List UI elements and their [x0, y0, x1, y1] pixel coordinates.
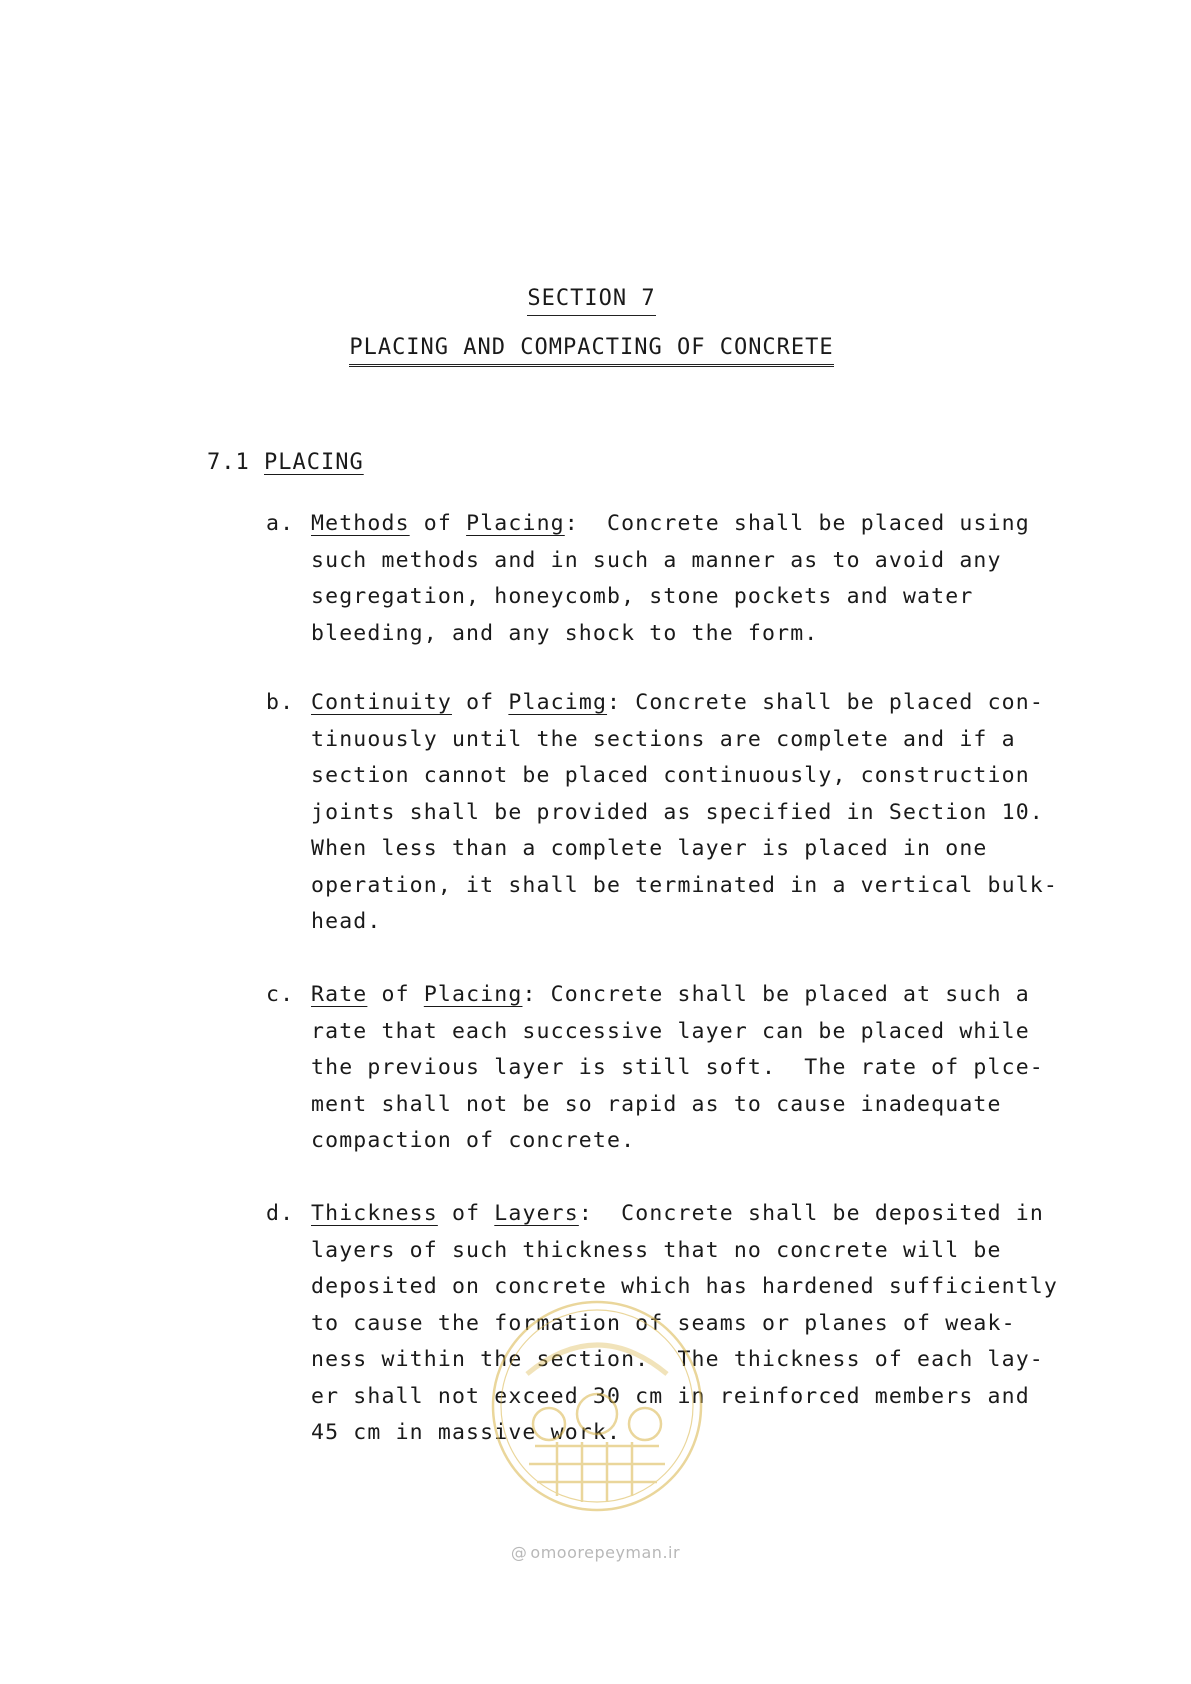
- list-item-c: [266, 977, 1116, 1160]
- item-term-connector: of: [466, 690, 495, 715]
- item-line: deposited on concrete which has hardened sufficiently: [311, 1274, 1058, 1299]
- item-term-second: Placing: [466, 511, 565, 536]
- section-number-heading: [0, 286, 1187, 316]
- list-item-a: [266, 506, 1116, 652]
- item-line: to cause the formation of seams or planes of weak-: [311, 1310, 1016, 1336]
- item-line: [311, 506, 1116, 543]
- item-line: compaction of concrete.: [311, 1128, 636, 1153]
- item-line: the previous layer is still soft. The rate of plce-: [311, 1055, 1044, 1080]
- item-line-text: : Concrete shall be deposited in: [578, 1201, 1044, 1226]
- list-item-body: [311, 1196, 1116, 1452]
- item-term-connector: of: [423, 511, 452, 536]
- item-term-second: Placimg: [508, 690, 608, 715]
- seal-logo: [487, 1296, 707, 1516]
- section-title-heading: [0, 335, 1187, 367]
- list-item-marker: d.: [266, 1201, 295, 1226]
- item-line: head.: [311, 909, 382, 934]
- at-sign-icon: @: [510, 1543, 528, 1562]
- list-item-marker: c.: [266, 982, 295, 1007]
- list-item-b: [266, 685, 1116, 941]
- item-term-first: Methods: [311, 511, 410, 536]
- list-item-body: [311, 685, 1116, 941]
- item-line: rate that each successive layer can be placed while: [311, 1018, 1030, 1044]
- subsection-number: 7.1: [207, 450, 250, 475]
- item-line: such methods and in such a manner as to avoid any: [311, 547, 1002, 573]
- item-line: segregation, honeycomb, stone pockets and water: [311, 584, 974, 609]
- item-line: [311, 977, 1116, 1014]
- item-line: 45 cm in massive work.: [311, 1420, 622, 1445]
- item-term-connector: of: [451, 1201, 481, 1226]
- item-line-text: : Concrete shall be placed con-: [607, 690, 1044, 715]
- item-line: [311, 685, 1116, 722]
- item-term-second: Layers: [494, 1201, 579, 1226]
- list-item-body: [311, 506, 1116, 652]
- item-line: tinuously until the sections are complete and if a: [311, 726, 1016, 752]
- item-term-first: Continuity: [311, 690, 452, 715]
- item-line-text: : Concrete shall be placed at such a: [522, 982, 1030, 1007]
- item-line: bleeding, and any shock to the form.: [311, 620, 819, 646]
- item-line-text: : Concrete shall be placed using: [564, 511, 1030, 536]
- subsection-title: PLACING: [264, 450, 364, 475]
- list-item-marker: b.: [266, 690, 295, 715]
- section-number: SECTION 7: [527, 286, 655, 316]
- watermark-url: omoorepeyman.ir: [530, 1543, 681, 1562]
- item-line: ness within the section. The thickness of each lay-: [311, 1347, 1044, 1372]
- item-line: layers of such thickness that no concrete will be: [311, 1237, 1002, 1263]
- item-line: er shall not exceed 30 cm in reinforced members and: [311, 1383, 1030, 1409]
- item-line: operation, it shall be terminated in a vertical bulk-: [311, 872, 1058, 898]
- section-title: PLACING AND COMPACTING OF CONCRETE: [349, 335, 833, 367]
- item-line: section cannot be placed continuously, construction: [311, 763, 1030, 788]
- item-line: ment shall not be so rapid as to cause inadequate: [311, 1091, 1002, 1117]
- item-line: [311, 1196, 1116, 1233]
- list-item-marker: a.: [266, 511, 295, 536]
- item-term-first: Rate: [311, 982, 368, 1007]
- subsection-heading: [207, 450, 364, 475]
- item-term-second: Placing: [423, 982, 523, 1007]
- watermark-caption: [0, 1543, 1191, 1562]
- item-line: When less than a complete layer is placed in one: [311, 836, 988, 861]
- item-line: joints shall be provided as specified in Section 10.: [311, 799, 1044, 825]
- list-item-body: [311, 977, 1116, 1160]
- item-term-first: Thickness: [311, 1201, 438, 1226]
- item-term-connector: of: [381, 982, 410, 1007]
